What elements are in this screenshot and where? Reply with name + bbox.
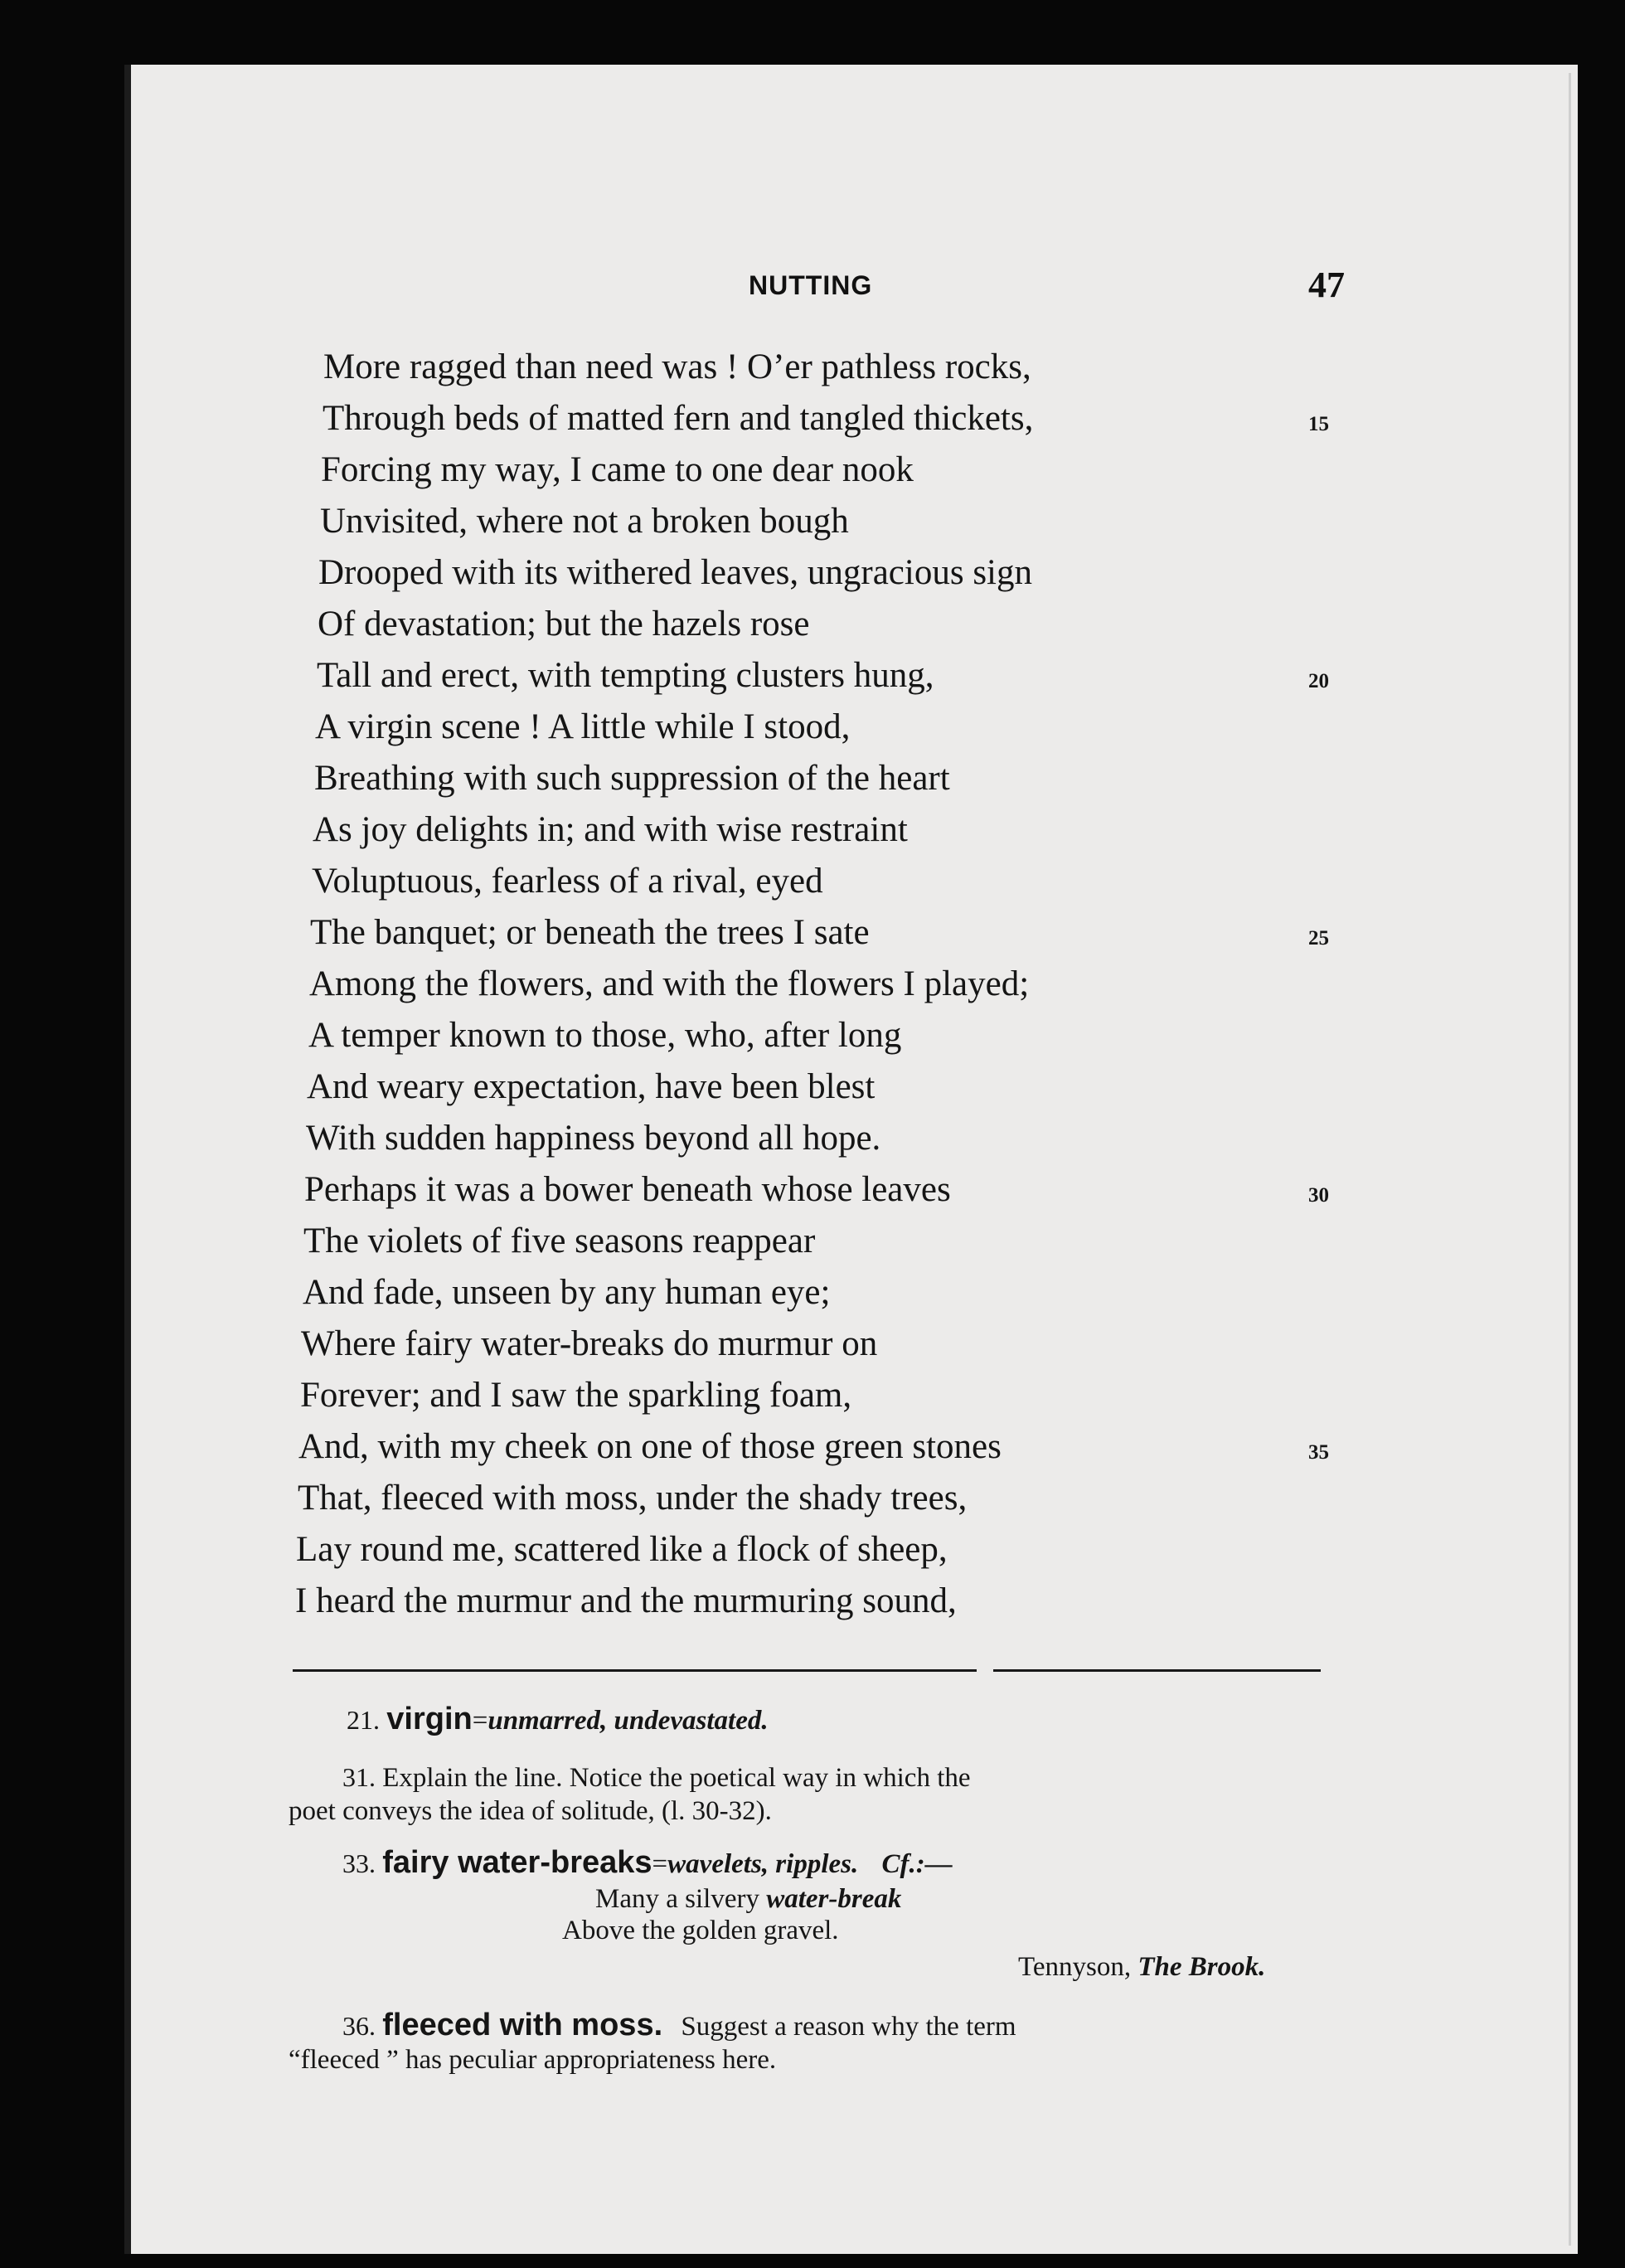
poem-line-text: Breathing with such suppression of the heart [314, 759, 950, 798]
poem-line [131, 1581, 1578, 1632]
footnote-term: virgin [386, 1702, 473, 1736]
poem-body [131, 347, 1578, 1632]
quotation-line-1 [595, 1882, 901, 1916]
poem-line [131, 912, 1578, 964]
poem-line-text: Unvisited, where not a broken bough [320, 502, 849, 541]
quotation-italic: water-break [766, 1884, 902, 1914]
poem-line-text: Forcing my way, I came to one dear nook [321, 450, 914, 489]
poem-line [131, 1529, 1578, 1581]
poem-line-text: More ragged than need was ! O’er pathless rocks, [323, 347, 1031, 386]
footnote-text: Suggest a reason why the term [681, 2012, 1016, 2042]
footnote-text: Explain the line. Notice the poetical way in which the [382, 1763, 971, 1793]
poem-line-text: That, fleeced with moss, under the shady trees, [298, 1479, 968, 1518]
footnote-index: 36. [342, 2011, 376, 2041]
poem-line [131, 552, 1578, 604]
book-page [124, 65, 1578, 2254]
poem-line-text: A temper known to those, who, after long [308, 1016, 902, 1055]
poem-line [131, 758, 1578, 809]
poem-line-text: The violets of five seasons reappear [303, 1221, 816, 1260]
footnote-index: 21. [347, 1705, 380, 1735]
poem-line-text: Drooped with its withered leaves, ungracious sign [318, 553, 1033, 592]
poem-line-text: Through beds of matted fern and tangled thickets, [323, 399, 1034, 438]
poem-line-text: Among the flowers, and with the flowers I played; [309, 964, 1030, 1003]
poem-line [131, 347, 1578, 398]
poem-line-text: Voluptuous, fearless of a rival, eyed [312, 862, 823, 901]
poem-line-text: Where fairy water-breaks do murmur on [301, 1324, 878, 1363]
footnote-text-continued: poet conveys the idea of solitude, (l. 30-32). [289, 1796, 772, 1826]
poem-line [131, 604, 1578, 655]
poem-line [131, 1221, 1578, 1272]
footnote-21 [347, 1702, 1383, 1737]
quotation-text: Many a silvery [595, 1884, 767, 1914]
poem-line [131, 1478, 1578, 1529]
rule-left [293, 1669, 977, 1672]
footnote-36 [289, 2008, 1325, 2076]
poem-line-text: I heard the murmur and the murmuring sound, [295, 1581, 957, 1620]
footnote-gloss: unmarred, undevastated. [488, 1706, 769, 1736]
footnote-equals: = [652, 1849, 668, 1879]
line-number: 15 [1308, 413, 1329, 435]
rule-right [993, 1669, 1321, 1672]
poem-line-text: Lay round me, scattered like a flock of sheep, [296, 1530, 948, 1569]
poem-line [131, 398, 1578, 449]
poem-line-text: With sudden happiness beyond all hope. [306, 1119, 881, 1158]
footnote-equals: = [472, 1706, 488, 1736]
line-number: 35 [1308, 1441, 1329, 1464]
poem-line [131, 655, 1578, 707]
footnote-cf: Cf.:— [881, 1849, 953, 1879]
page-number: 47 [1308, 265, 1345, 305]
poem-line [131, 964, 1578, 1015]
poem-line [131, 1323, 1578, 1375]
attribution-author: Tennyson, [1018, 1952, 1138, 1982]
poem-line [131, 501, 1578, 552]
poem-line-text: Forever; and I saw the sparkling foam, [300, 1376, 852, 1415]
footnote-index: 33. [342, 1848, 376, 1878]
footnote-term: fairy water-breaks [382, 1845, 652, 1880]
footnote-31 [289, 1760, 1325, 1828]
poem-line [131, 449, 1578, 501]
poem-line [131, 861, 1578, 912]
poem-line-text: Tall and erect, with tempting clusters hung, [317, 656, 934, 695]
poem-line [131, 1272, 1578, 1323]
line-number: 20 [1308, 670, 1329, 692]
footnote-term: fleeced with moss. [382, 2008, 663, 2042]
footnote-index: 31. [342, 1762, 376, 1792]
poem-line [131, 1169, 1578, 1221]
poem-line [131, 1118, 1578, 1169]
poem-line [131, 809, 1578, 861]
poem-line-text: Perhaps it was a bower beneath whose leaves [304, 1170, 951, 1209]
poem-line [131, 1015, 1578, 1066]
attribution-work: The Brook. [1138, 1952, 1266, 1982]
footnote-text-continued: “fleeced ” has peculiar appropriateness here. [289, 2045, 777, 2075]
poem-line-text: The banquet; or beneath the trees I sate [310, 913, 870, 952]
poem-line [131, 1066, 1578, 1118]
line-number: 25 [1308, 927, 1329, 949]
poem-line-text: And, with my cheek on one of those green stones [298, 1427, 1002, 1466]
footnote-gloss: wavelets, ripples. [667, 1849, 859, 1879]
footnote-33 [289, 1846, 1325, 1995]
quotation-line-2: Above the golden gravel. [562, 1916, 839, 1945]
line-number: 30 [1308, 1184, 1329, 1207]
quotation-attribution [1018, 1950, 1265, 1984]
poem-line [131, 1375, 1578, 1426]
poem-line-text: And weary expectation, have been blest [307, 1067, 876, 1106]
poem-line [131, 707, 1578, 758]
poem-line-text: And fade, unseen by any human eye; [303, 1273, 831, 1312]
poem-line [131, 1426, 1578, 1478]
footnotes [289, 1702, 1325, 2076]
running-title: NUTTING [749, 270, 873, 300]
quotation [289, 1881, 1325, 1995]
poem-line-text: Of devastation; but the hazels rose [318, 605, 810, 643]
poem-line-text: As joy delights in; and with wise restraint [313, 810, 908, 849]
poem-line-text: A virgin scene ! A little while I stood, [315, 707, 851, 746]
page-header [131, 265, 1578, 312]
